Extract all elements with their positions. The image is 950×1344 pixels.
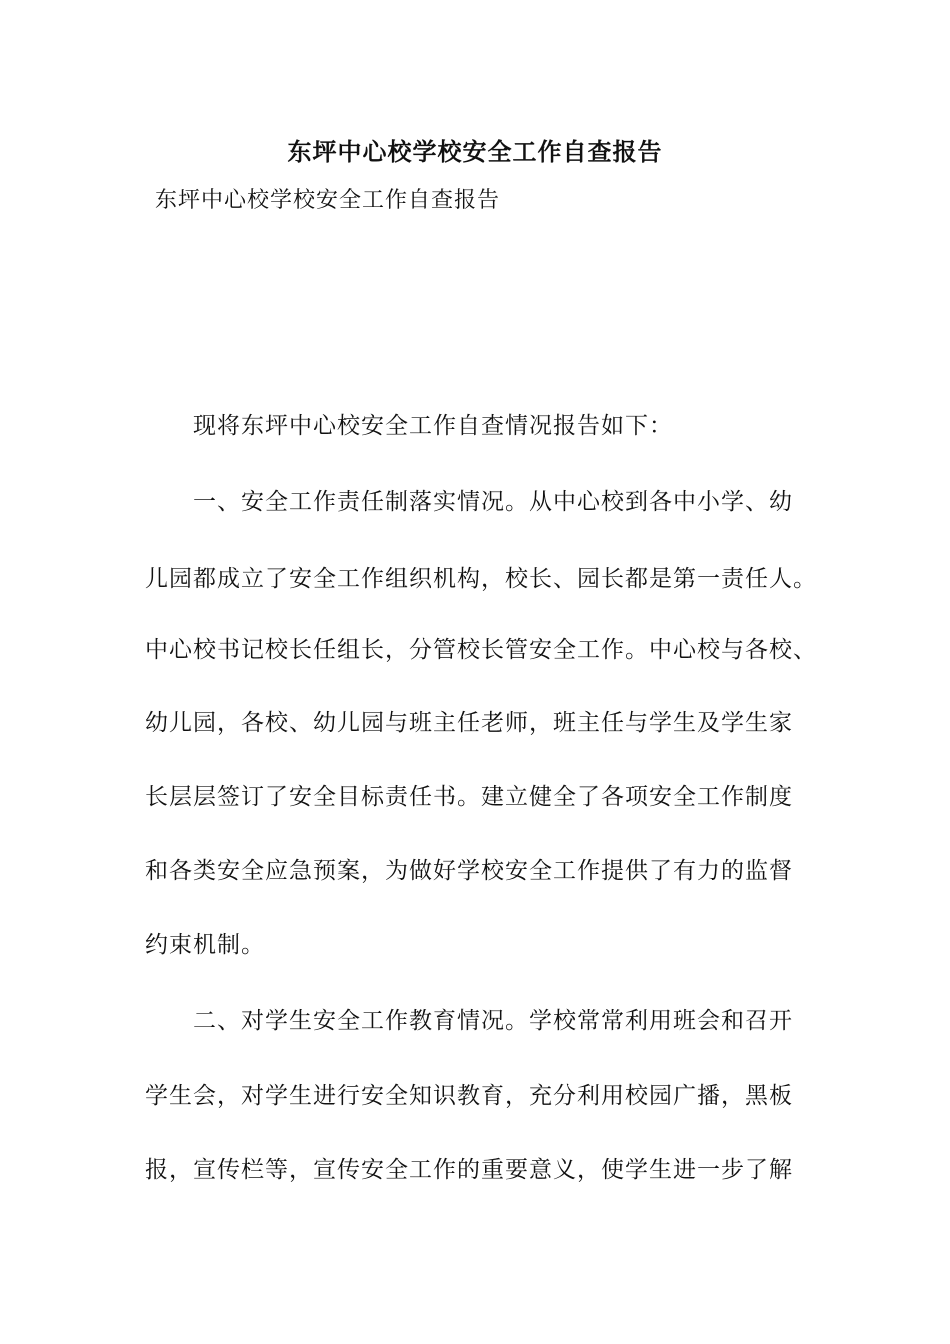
document-subtitle: 东坪中心校学校安全工作自查报告 <box>155 188 501 213</box>
paragraph-line: 幼儿园，各校、幼儿园与班主任老师，班主任与学生及学生家 <box>145 710 793 736</box>
paragraph-line: 现将东坪中心校安全工作自查情况报告如下： <box>193 413 673 439</box>
document-title: 东坪中心校学校安全工作自查报告 <box>287 137 663 166</box>
paragraph-line: 约束机制。 <box>145 932 265 958</box>
paragraph-line: 一、安全工作责任制落实情况。从中心校到各中小学、幼 <box>193 489 793 515</box>
paragraph-line: 二、对学生安全工作教育情况。学校常常利用班会和召开 <box>193 1008 793 1034</box>
paragraph-line: 儿园都成立了安全工作组织机构，校长、园长都是第一责任人。 <box>145 566 817 592</box>
paragraph-line: 中心校书记校长任组长，分管校长管安全工作。中心校与各校、 <box>145 637 817 663</box>
paragraph-line: 长层层签订了安全目标责任书。建立健全了各项安全工作制度 <box>145 784 793 810</box>
paragraph-line: 学生会，对学生进行安全知识教育，充分利用校园广播，黑板 <box>145 1083 793 1109</box>
paragraph-line: 和各类安全应急预案，为做好学校安全工作提供了有力的监督 <box>145 858 793 884</box>
paragraph-line: 报，宣传栏等，宣传安全工作的重要意义，使学生进一步了解 <box>145 1157 793 1183</box>
